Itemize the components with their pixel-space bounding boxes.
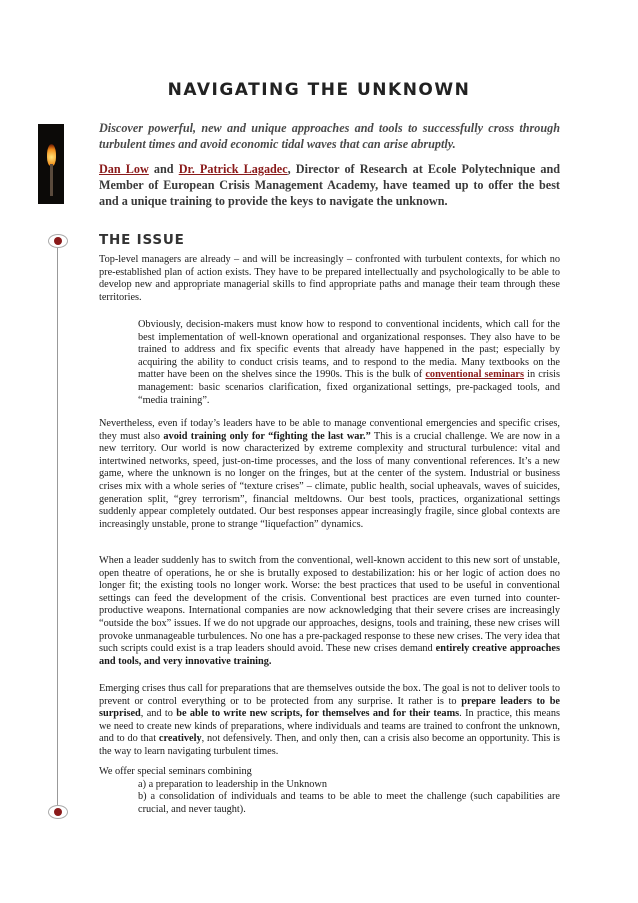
authors-and: and	[153, 162, 174, 176]
paragraph-2-indented	[138, 319, 560, 407]
paragraph-4-text	[99, 555, 560, 668]
list-item-a: a) a preparation to leadership in the Unknown	[138, 778, 327, 790]
page-title: NAVIGATING THE UNKNOWN	[167, 80, 471, 100]
paragraph-6	[99, 766, 560, 816]
p5-bold-1: prepare leaders to be surprised	[99, 695, 561, 720]
torch-handle	[50, 164, 53, 196]
authors-paragraph	[99, 161, 560, 209]
margin-rule	[57, 242, 58, 812]
p5-bold-3: creatively	[158, 733, 202, 745]
flame-shape	[47, 144, 56, 166]
p5-part-d: , not defensively. Then, and only then, can a crisis also become an opportunity. This is the way to learn navigating turbulent times.	[99, 733, 560, 757]
list-item-b: b) a consolidation of individuals and teams to be able to meet the challenge (such capabilities are crucial, and never taught).	[138, 791, 560, 815]
p5-part-a: Emerging crises thus call for preparations that are themselves outside the box. The goal is not to deliver tools to prevent or control everything or to be protected from any surprise. It rather is to	[99, 683, 560, 707]
p2-part-a: Obviously, decision-makers must know how to respond to conventional incidents, which call for the best implementation of well-known operational and organizational responses. They also have to be trained to address and fix specific events that already have happened in the past; especially by acquiring the ability to conduct crisis teams, and to respond to the media. Many textbooks on the matter have been on the shelves since the 1990s. This is the bulk of	[138, 319, 560, 381]
paragraph-2-text	[138, 319, 560, 407]
paragraph-6-lead: We offer special seminars combining	[99, 766, 252, 777]
p5-part-b: , and to	[140, 708, 177, 720]
paragraph-1-text: Top-level managers are already – and will be increasingly – confronted with turbulent contexts, for which no pre-established plan of action exists. They have to be prepared intellectually and psychologically to be able to develop new and appropriate managerial skills to find appropriate paths and manage their team through these territories.	[99, 254, 560, 303]
paragraph-1	[99, 254, 560, 304]
p4-part-a: When a leader suddenly has to switch from the conventional, well-known accident to this new sort of unstable, open theatre of operations, he or she is brutally exposed to destabilization: his or her logic of action does no longer fit; the existing tools no longer work. Worse: the best practices that used to be useful in conventional settings can feed the development of the crisis. Conventional best practices are even turned into counter-productive weapons. International companies are now acknowledging that their severe crises are increasingly “outside the box” issues. If we do not upgrade our approaches, designs, tools and training, these new crises will provoke unmanageable turbulences. No one has a pre-packaged response to these new crises. The very idea that such scripts could exist is a trap leaders should avoid. These new crises demand	[99, 555, 560, 655]
p3-bold: avoid training only for “fighting the last war.”	[163, 430, 371, 442]
bullet-marker-bottom	[48, 805, 68, 819]
p3-part-b: This is a crucial challenge. We are now in a new territory. Our world is now characterized by extreme complexity and structural turbulence: vital and intertwined networks, speed, just-on-time processes, and the loss of many conventional references. It’s a new game, where the unknown is no longer on the fringes, but at the center of the system. Industrial or business crises mix with a whole series of “texture crises” – climate, public health, social upheavals, waves of suicides, generation split, “grey terrorism”, financial meltdowns. Our best tools, practices, organizational settings suddenly appear completely outdated. Our best responses appear increasingly fragile, since global contexts are increasingly unstable, prone to strange “liquefaction” dynamics.	[99, 430, 560, 530]
conventional-seminars-link[interactable]: conventional seminars	[425, 369, 525, 381]
paragraph-5-text	[99, 683, 560, 759]
authors-description: , Director of Research at Ecole Polytechnique and Member of European Crisis Management Academy, have teamed up to offer the best and a unique training to provide the keys to navigate the unknown.	[99, 162, 560, 208]
bullet-marker-top	[48, 234, 68, 248]
paragraph-3	[99, 418, 560, 531]
p5-bold-2: be able to write new scripts, for themselves and for their teams	[176, 708, 460, 720]
paragraph-3-text	[99, 418, 560, 531]
section-heading: THE ISSUE	[99, 232, 185, 248]
paragraph-5	[99, 683, 560, 759]
p5-part-c: . In practice, this means we need to create new kinds of preparations, where individuals and teams are trained to confront the unknown, and to do that	[99, 708, 560, 745]
p2-part-b: in crisis management: basic scenarios clarification, fixed organizational settings, pre-packaged tools, and “media training”.	[138, 369, 560, 406]
intro-paragraph: Discover powerful, new and unique approaches and tools to successfully cross through turbulent times and avoid economic tidal waves that can arise abruptly.	[99, 121, 560, 151]
author-link-patrick-lagadec[interactable]: Dr. Patrick Lagadec	[178, 162, 288, 176]
p3-part-a: Nevertheless, even if today’s leaders have to be able to manage conventional emergencies and specific crises, they must also	[99, 418, 560, 442]
p4-bold: entirely creative approaches and tools, and very innovative training.	[99, 643, 560, 667]
author-link-dan-low[interactable]: Dan Low	[99, 162, 149, 176]
paragraph-4	[99, 555, 560, 668]
torch-image	[38, 124, 64, 204]
